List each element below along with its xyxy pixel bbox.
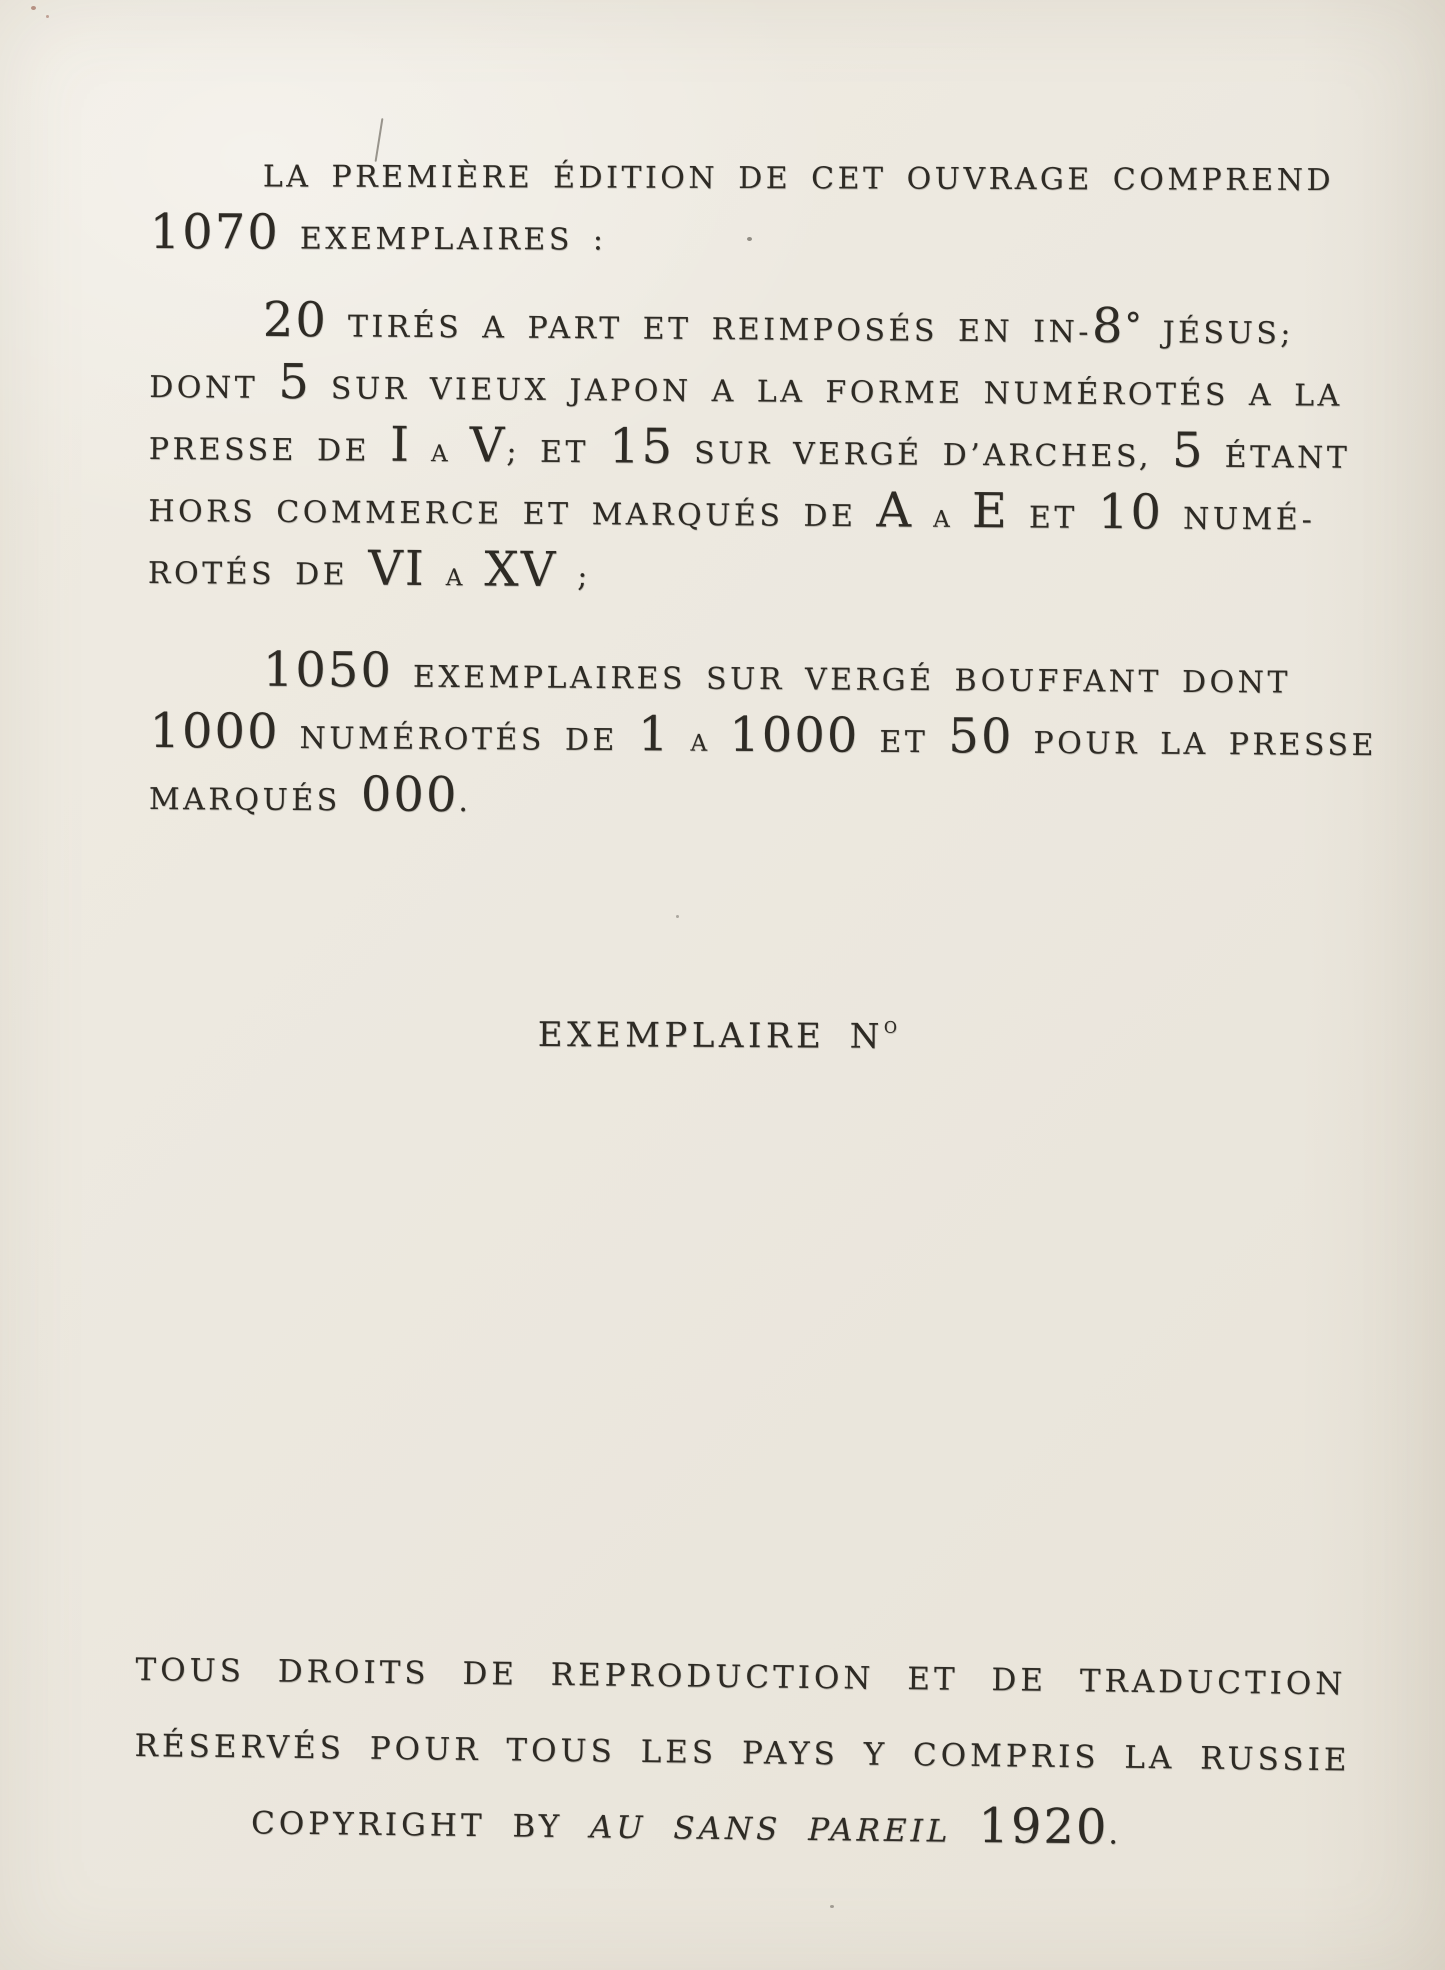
superscript-o: O	[883, 1017, 898, 1037]
big-numeral: 000	[360, 766, 459, 824]
paper-speck	[46, 15, 49, 18]
text-run: EXEMPLAIRE N	[537, 1014, 885, 1057]
big-numeral: 10	[1097, 483, 1164, 541]
text-run: HORS COMMERCE ET MARQUÉS DE	[148, 493, 857, 535]
big-letter: A	[876, 482, 914, 539]
publisher-name-italic: AU SANS PAREIL	[589, 1809, 952, 1850]
text-run: NUMÉROTÉS DE	[299, 720, 618, 759]
text-run: .	[458, 784, 472, 820]
text-run: SUR VERGÉ D’ARCHES,	[694, 435, 1153, 475]
edition-statement	[150, 146, 1335, 274]
paper-speck	[830, 1905, 834, 1908]
tirage-de-tete-details	[147, 291, 1352, 614]
text-run: COPYRIGHT BY	[250, 1805, 564, 1846]
text-run: NUMÉ-	[1182, 501, 1316, 538]
text-run: MARQUÉS	[148, 781, 341, 819]
exemplaire-number-line	[538, 1004, 898, 1068]
text-line	[150, 146, 1334, 212]
text-run: ROTÉS DE	[147, 555, 349, 593]
text-run: PRESSE DE	[148, 431, 371, 469]
paper-speck	[676, 915, 679, 918]
text-line	[134, 1708, 1351, 1797]
text-line	[149, 203, 1334, 274]
degree-mark: °	[1124, 305, 1143, 346]
copyright-block	[133, 1632, 1351, 1873]
text-run: TIRÉS A PART ET REIMPOSÉS EN IN-	[347, 309, 1093, 350]
big-numeral: 50	[948, 708, 1014, 765]
text-run: DONT	[149, 369, 259, 406]
small-cap-connector: A	[690, 730, 710, 757]
text-run: EXEMPLAIRES SUR VERGÉ BOUFFANT DONT	[412, 659, 1292, 701]
text-run: RÉSERVÉS POUR TOUS LES PAYS Y COMPRIS LA RUSSIE	[134, 1727, 1351, 1779]
big-numeral: 20	[262, 291, 329, 349]
text-line	[150, 641, 1378, 715]
big-numeral: 8	[1091, 297, 1125, 355]
big-letter: E	[971, 483, 1010, 540]
text-run: LA PREMIÈRE ÉDITION DE CET OUVRAGE COMPREND	[262, 159, 1335, 199]
roman-numeral: VI	[367, 540, 427, 598]
big-numeral: 1070	[149, 203, 280, 261]
text-line	[135, 1632, 1347, 1721]
small-cap-connector: A	[445, 565, 465, 592]
text-run: POUR LA PRESSE	[1033, 725, 1378, 764]
text-line	[148, 766, 1377, 839]
big-numeral: 1	[637, 706, 671, 763]
big-numeral: 15	[608, 418, 675, 475]
small-cap-connector: A	[430, 441, 450, 468]
big-numeral: 1050	[262, 641, 394, 699]
text-run: ÉTANT	[1224, 439, 1351, 476]
big-numeral: 1000	[149, 702, 280, 760]
text-line	[147, 540, 1350, 614]
text-line	[149, 353, 1351, 428]
small-cap-connector: A	[933, 506, 952, 533]
text-run: ET	[1028, 500, 1079, 536]
big-numeral: 5	[1171, 422, 1205, 479]
text-run: ET	[879, 724, 929, 761]
big-numeral: 5	[278, 353, 312, 411]
verge-bouffant-details	[148, 641, 1378, 839]
text-run: .	[1108, 1815, 1123, 1852]
text-line	[150, 291, 1352, 366]
roman-numeral: XV	[484, 541, 558, 598]
roman-numeral: I	[389, 416, 412, 473]
big-numeral: 1920	[978, 1798, 1109, 1856]
text-line	[148, 416, 1351, 490]
text-line	[148, 481, 1350, 552]
text-line	[538, 1004, 898, 1068]
text-run: TOUS DROITS DE REPRODUCTION ET DE TRADUCTION	[135, 1651, 1347, 1703]
roman-numeral: V	[469, 417, 507, 474]
text-run: JÉSUS;	[1162, 315, 1295, 352]
text-run: ; ET	[506, 434, 590, 471]
text-run: ;	[577, 559, 592, 595]
text-line	[149, 702, 1378, 777]
paper-speck	[31, 6, 36, 10]
text-line	[133, 1784, 1240, 1873]
big-numeral: 1000	[729, 706, 860, 764]
text-run: EXEMPLAIRES :	[299, 221, 607, 258]
text-run: SUR VIEUX JAPON A LA FORME NUMÉROTÉS A LA	[330, 371, 1343, 414]
